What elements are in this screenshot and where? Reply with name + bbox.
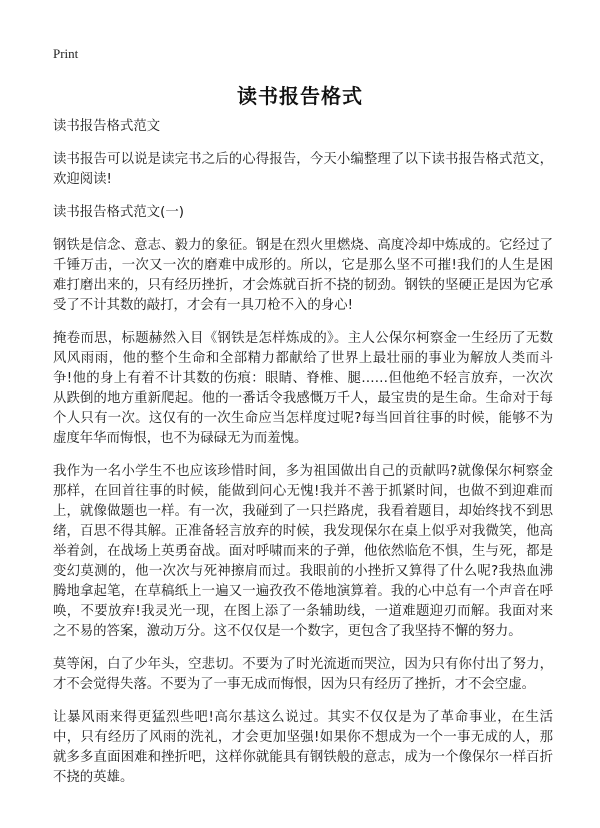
- body-paragraph: 让暴风雨来得更猛烈些吧!高尔基这么说过。其实不仅仅是为了革命事业，在生活中，只有经历了风雨的洗礼，才会更加坚强!如果你不想成为一个一事无成的人，那就多多直面困难和挫折吧，这样你就能具有钢铁般的意志，成为一个像保尔一样百折不挠的英雄。: [53, 710, 553, 785]
- body-paragraph: 钢铁是信念、意志、毅力的象征。钢是在烈火里燃烧、高度冷却中炼成的。它经过了千锤万击，一次又一次的磨难中成形的。所以，它是那么坚不可摧!我们的人生是困难打磨出来的，只有经历挫折，才会炼就百折不挠的韧劲。钢铁的坚硬正是因为它承受了不计其数的敲打，才会有一具刀枪不入的身心!: [53, 238, 553, 313]
- body-paragraph: 莫等闲，白了少年头，空悲切。不要为了时光流逝而哭泣，因为只有你付出了努力，才不会觉得失落。不要为了一事无成而悔恨，因为只有经历了挫折，才不会空虚。: [53, 657, 553, 692]
- section-heading: 读书报告格式范文(一): [53, 205, 184, 220]
- page-title: 读书报告格式: [237, 84, 363, 108]
- document-body: [53, 117, 553, 801]
- document-subtitle: 读书报告格式范文: [53, 119, 161, 134]
- body-paragraph: 我作为一名小学生不也应该珍惜时间，多为祖国做出自己的贡献吗?就像保尔柯察金那样，在回首往事的时候，能做到问心无愧!我并不善于抓紧时间，也做不到迎难而上，就像做题也一样。有一次，我碰到了一只拦路虎，我看着题目，却始终找不到思绪，百思不得其解。正准备轻言放弃的时候，我发现保尔在桌上似乎对我微笑，他高举着剑，在战场上英勇奋战。面对呼啸而来的子弹，他依然临危不惧，生与死，都是变幻莫测的，他一次次与死神擦肩而过。我眼前的小挫折又算得了什么呢?我热血沸腾地拿起笔，在草稿纸上一遍又一遍孜孜不倦地演算着。我的心中总有一个声音在呼唤，不要放弃!我灵光一现，在图上添了一条辅助线，一道难题迎刃而解。我面对来之不易的答案，激动万分。这不仅仅是一个数字，更包含了我坚持不懈的努力。: [53, 464, 553, 639]
- print-link[interactable]: Print: [53, 46, 79, 61]
- intro-paragraph: 读书报告可以说是读完书之后的心得报告，今天小编整理了以下读书报告格式范文，欢迎阅读!: [53, 152, 553, 187]
- body-paragraph: 掩卷而思，标题赫然入目《钢铁是怎样炼成的》。主人公保尔柯察金一生经历了无数风风雨雨，他的整个生命和全部精力都献给了世界上最壮丽的事业为解放人类而斗争!他的身上有着不计其数的伤痕：眼睛、脊椎、腿……但他绝不轻言放弃，一次次从跌倒的地方重新爬起。他的一番话令我感慨万千人，最宝贵的是生命。生命对于每个人只有一次。这仅有的一次生命应当怎样度过呢?每当回首往事的时候，能够不为虚度年华而悔恨，也不为碌碌无为而羞愧。: [53, 331, 553, 446]
